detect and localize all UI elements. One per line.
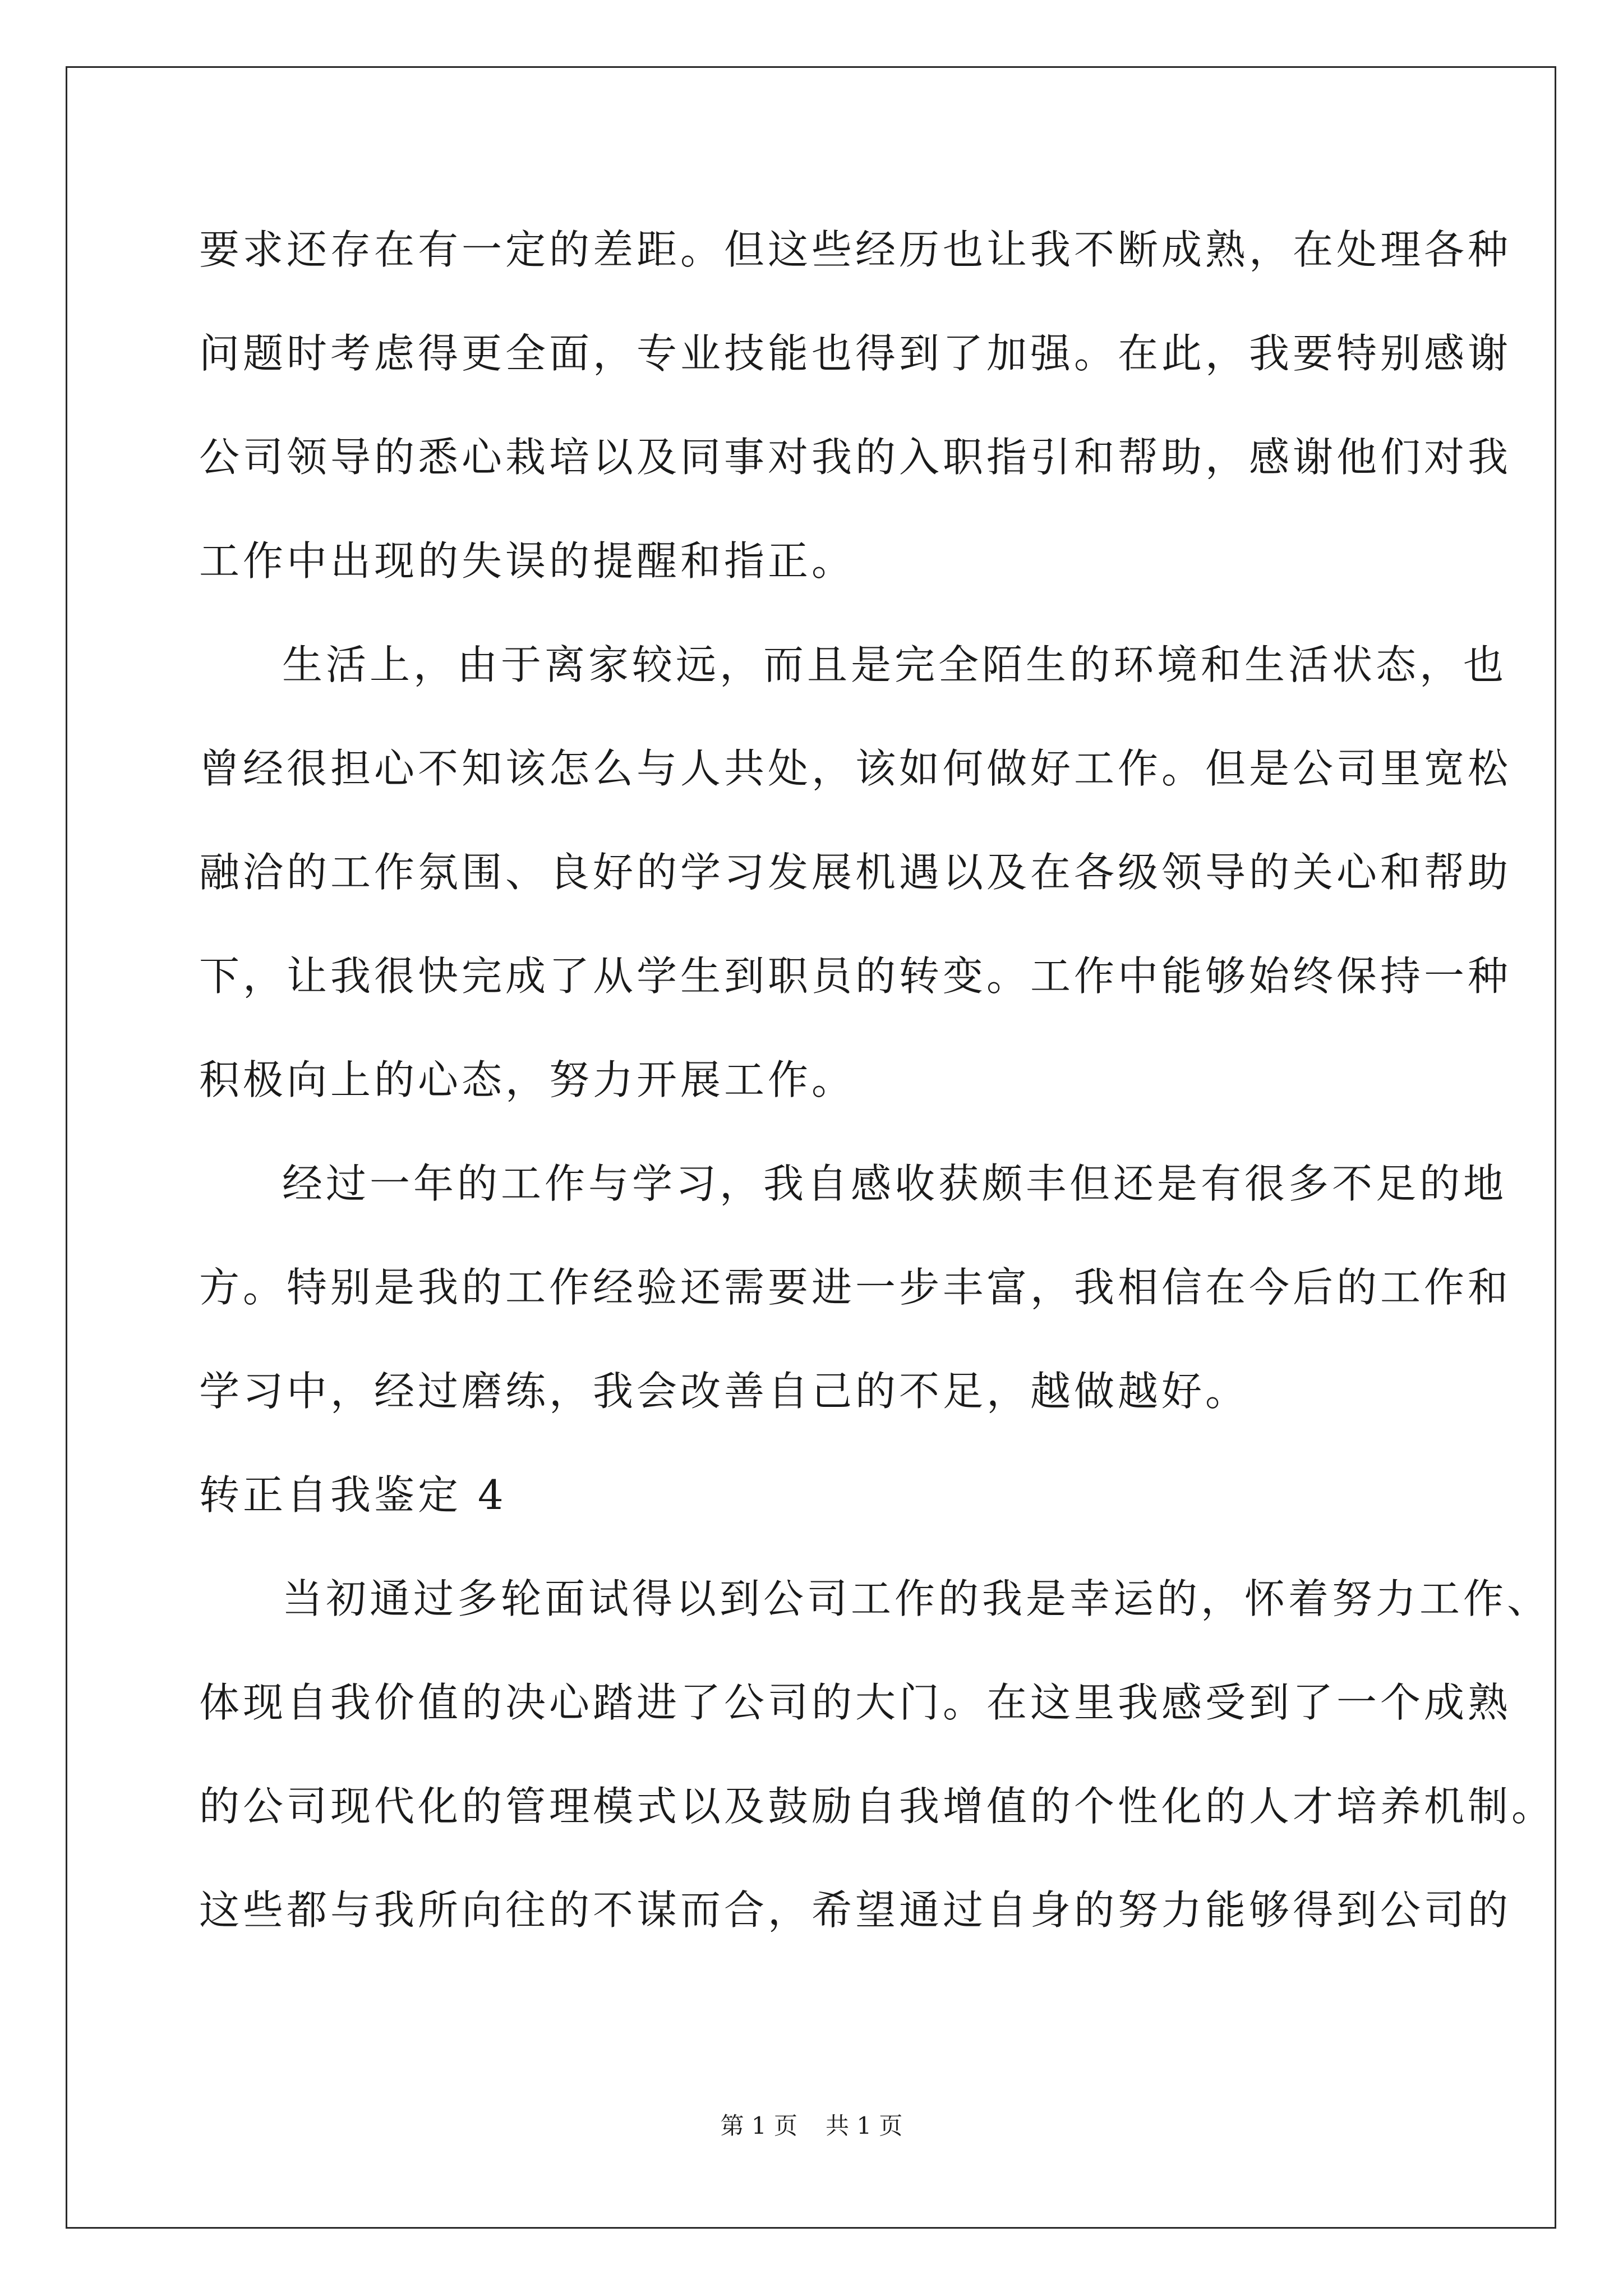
text-line: 的公司现代化的管理模式以及鼓励自我增值的个性化的人才培养机制。 [199, 1783, 1556, 1830]
text-line: 当初通过多轮面试得以到公司工作的我是幸运的，怀着努力工作、 [282, 1575, 1551, 1622]
text-line: 生活上，由于离家较远，而且是完全陌生的环境和生活状态，也 [282, 641, 1507, 688]
text-line: 体现自我价值的决心踏进了公司的大门。在这里我感受到了一个成熟 [199, 1679, 1512, 1726]
text-line: 学习中，经过磨练，我会改善自己的不足，越做越好。 [199, 1368, 1249, 1415]
text-line: 公司领导的悉心栽培以及同事对我的入职指引和帮助，感谢他们对我 [199, 434, 1512, 481]
page-number-current: 第 1 页 [720, 2112, 797, 2139]
text-line: 工作中出现的失误的提醒和指正。 [199, 537, 856, 585]
section-heading: 转正自我鉴定 4 [199, 1471, 507, 1519]
text-line: 积极向上的心态，努力开展工作。 [199, 1056, 856, 1103]
text-line: 经过一年的工作与学习，我自感收获颇丰但还是有很多不足的地 [282, 1160, 1507, 1207]
page-number-total: 共 1 页 [826, 2112, 903, 2139]
text-line: 融洽的工作氛围、良好的学习发展机遇以及在各级领导的关心和帮助 [199, 849, 1512, 896]
text-line: 这些都与我所向往的不谋而合，希望通过自身的努力能够得到公司的 [199, 1887, 1512, 1934]
text-line: 问题时考虑得更全面，专业技能也得到了加强。在此，我要特别感谢 [199, 330, 1512, 377]
text-line: 要求还存在有一定的差距。但这些经历也让我不断成熟，在处理各种 [199, 226, 1512, 273]
text-line: 曾经很担心不知该怎么与人共处，该如何做好工作。但是公司里宽松 [199, 745, 1512, 792]
text-line: 下，让我很快完成了从学生到职员的转变。工作中能够始终保持一种 [199, 953, 1512, 1000]
text-line: 方。特别是我的工作经验还需要进一步丰富，我相信在今后的工作和 [199, 1264, 1512, 1311]
page-footer [0, 2109, 1623, 2143]
